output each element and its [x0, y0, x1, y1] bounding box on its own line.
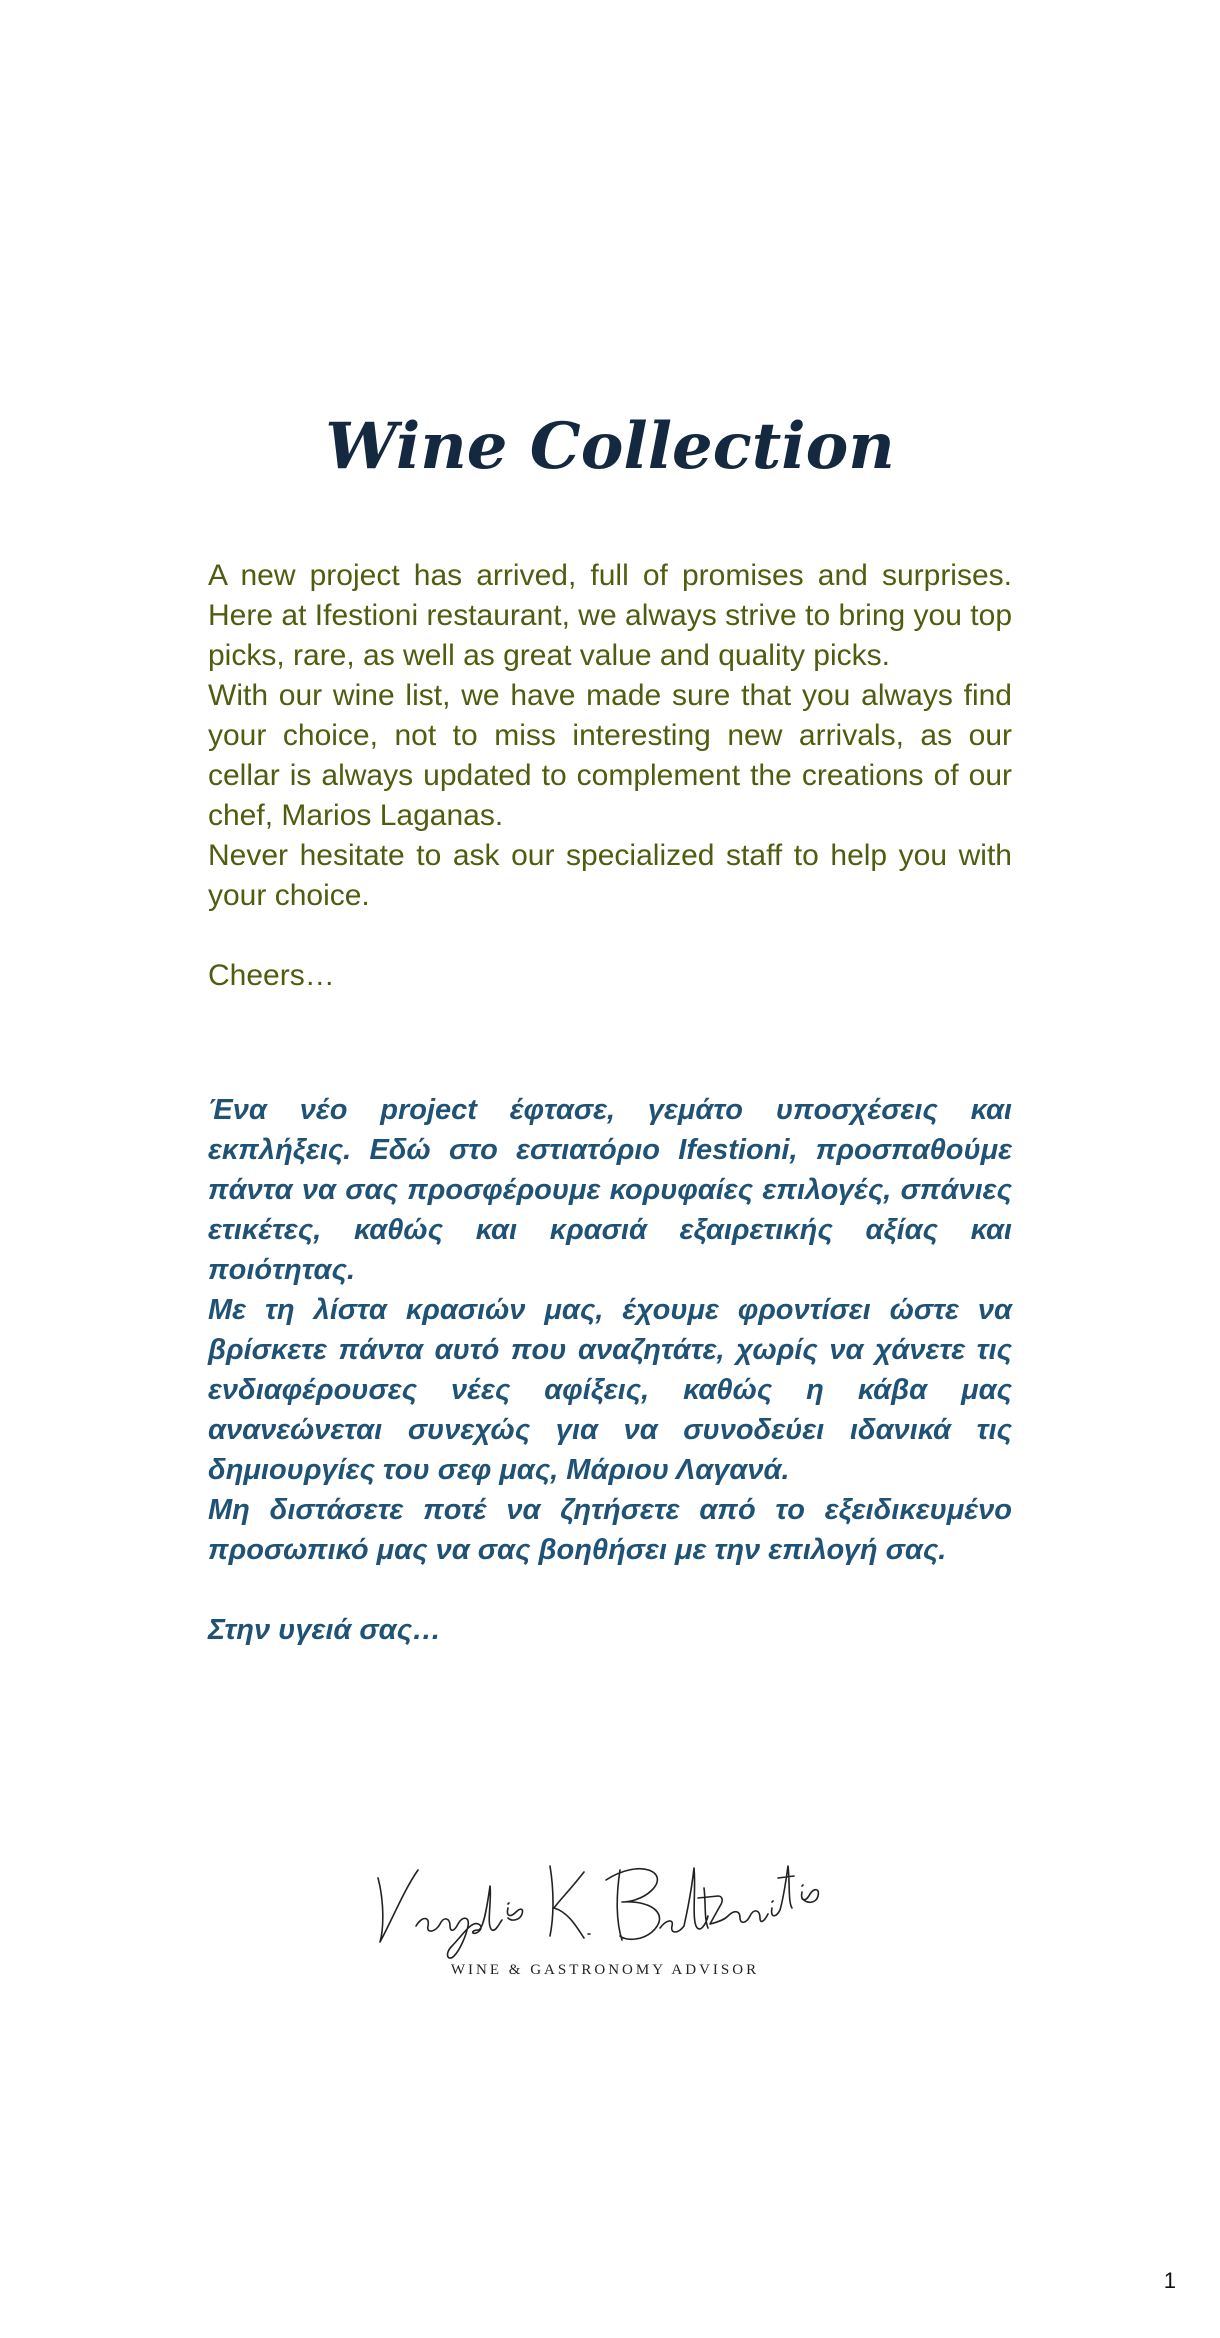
english-closing: Cheers…: [208, 959, 335, 992]
handwritten-signature: [370, 1850, 850, 1960]
greek-paragraph: Μη διστάσετε ποτέ να ζητήσετε από το εξειδικευμένο προσωπικό μας να σας βοηθήσει με την επιλογή σας.: [208, 1494, 1012, 1566]
greek-closing: Στην υγειά σας…: [208, 1614, 442, 1646]
greek-intro: [208, 1090, 1012, 1650]
page-number: 1: [1163, 2268, 1176, 2293]
english-paragraph: Never hesitate to ask our specialized staff to help you with your choice.: [208, 839, 1012, 912]
signature-role: WINE & GASTRONOMY ADVISOR: [450, 1962, 760, 1978]
english-paragraph: With our wine list, we have made sure that you always find your choice, not to miss interesting new arrivals, as our cellar is always updated to complement the creations of our chef, Marios Laganas.: [208, 679, 1012, 832]
page-title: Wine Collection: [325, 408, 895, 484]
greek-paragraph: Με τη λίστα κρασιών μας, έχουμε φροντίσει ώστε να βρίσκετε πάντα αυτό που αναζητάτε, χωρίς να χάνετε τις ενδιαφέρουσες νέες αφίξεις, καθώς η κάβα μας ανανεώνεται συνεχώς για να συνοδεύει ιδανικά τις δημιουργίες του σεφ μας, Μάριου Λαγανά.: [208, 1294, 1012, 1486]
english-paragraph: A new project has arrived, full of promises and surprises. Here at Ifestioni restaurant, we always strive to bring you top picks, rare, as well as great value and quality picks.: [208, 559, 1012, 672]
greek-paragraph: Ένα νέο project έφτασε, γεμάτο υποσχέσεις και εκπλήξεις. Εδώ στο εστιατόριο Ifestioni, προσπαθούμε πάντα να σας προσφέρουμε κορυφαίες επιλογές, σπάνιες ετικέτες, καθώς και κρασιά εξαιρετικής αξίας και ποιότητας.: [208, 1094, 1012, 1286]
english-intro: [208, 556, 1012, 996]
